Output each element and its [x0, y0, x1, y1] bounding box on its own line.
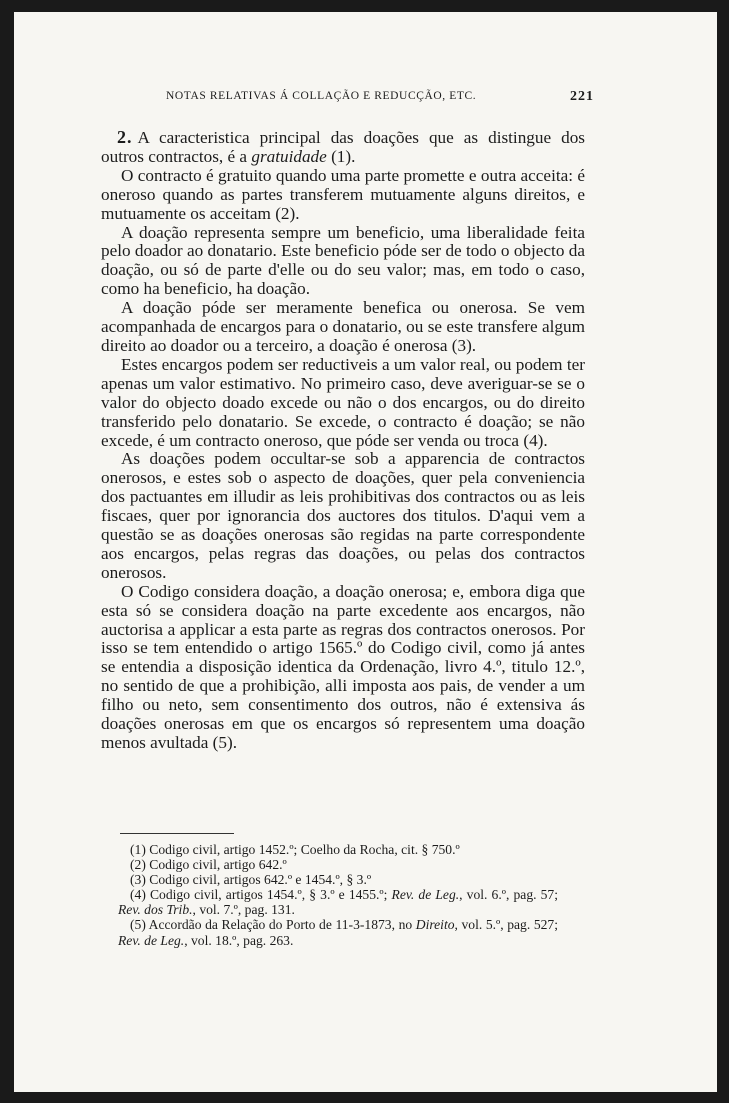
citation-title: Rev. de Leg. [118, 932, 185, 948]
section-number: 2. [117, 127, 133, 147]
footnote: (1) Codigo civil, artigo 1452.º; Coelho da Rocha, cit. § 750.º [130, 842, 460, 857]
paragraph-text: A caracteristica principal das doações que as distingue dos outros contractos, é a [101, 128, 585, 166]
footnote-text: (5) Accordão da Relação do Porto de 11-3-1873, no [130, 917, 416, 933]
footnote: (3) Codigo civil, artigos 642.º e 1454.º, § 3.º [130, 872, 372, 888]
header-title: NOTAS RELATIVAS Á COLLAÇÃO E REDUCÇÃO, ETC. [166, 90, 477, 102]
footnote-text: , vol. 18.º, pag. 263. [184, 932, 294, 948]
main-text [101, 128, 585, 753]
paragraph: Estes encargos podem ser reductiveis a um valor real, ou podem ter apenas um valor estimativo. No primeiro caso, deve averiguar-se se o valor do objecto doado excede ou não o dos encargos, ou do direito transferido pelo donatario. Se excede, o contracto é doação; se não excede, é um contracto oneroso, que póde ser venda ou troca (4). [101, 354, 585, 450]
paragraph-tail: (1). [326, 146, 356, 166]
paragraph: As doações podem occultar-se sob a apparencia de contractos onerosos, e estes sob o aspecto de doações, quer pela conveniencia dos pactuantes em illudir as leis prohibitivas dos contractos ou as leis fiscaes, quer por ignorancia dos auctores dos titulos. D'aqui vem a questão se as doações onerosas são regidas na parte correspondente aos encargos, pelas regras das doações, ou pelas dos contractos onerosos. [101, 449, 585, 582]
citation-title: Direito [415, 917, 455, 933]
footnote-text: (4) Codigo civil, artigos 1454.º, § 3.º e 1455.º; [130, 887, 392, 903]
paragraph: O contracto é gratuito quando uma parte promette e outra acceita: é oneroso quando as partes transferem mutuamente alguns direitos, e mutuamente os acceitam (2). [101, 165, 585, 223]
footnote-text: , vol. 5.º, pag. 527; [454, 917, 558, 933]
paragraph [101, 128, 585, 167]
footnotes [118, 842, 558, 948]
paragraph: A doação representa sempre um beneficio, uma liberalidade feita pelo doador ao donatario. Este beneficio póde ser de todo o objecto da doação, ou só de parte d'elle ou do seu valor; mas, em todo o caso, como ha beneficio, ha doação. [101, 222, 585, 299]
page-number: 221 [570, 89, 594, 104]
footnote: (2) Codigo civil, artigo 642.º [130, 857, 287, 873]
citation-title: Rev. dos Trib. [118, 902, 193, 918]
footnote [118, 917, 558, 947]
emphasis-text: gratuidade [251, 146, 327, 166]
book-page [14, 12, 717, 1092]
paragraph: A doação póde ser meramente benefica ou onerosa. Se vem acompanhada de encargos para o donatario, ou se este transfere algum direito ao doador ou a terceiro, a doação é onerosa (3). [101, 298, 585, 355]
running-header [166, 90, 594, 102]
citation-title: Rev. de Leg. [391, 887, 460, 903]
footnote [118, 887, 558, 917]
footnote-text: , vol. 7.º, pag. 131. [192, 902, 295, 918]
footnote-text: , vol. 6.º, pag. 57; [459, 887, 559, 903]
paragraph: O Codigo considera doação, a doação onerosa; e, embora diga que esta só se considera doação na parte excedente aos encargos, não auctorisa a applicar a esta parte as regras dos contractos onerosos. Por isso se tem entendido o artigo 1565.º do Codigo civil, como já antes se entendia a disposição identica da Ordenação, livro 4.º, titulo 12.º, no sentido de que a prohibição, alli imposta aos pais, de vender a um filho ou neto, sem consentimento dos outros, não é extensiva ás doações onerosas em que os encargos só representem uma doação menos avultada (5). [101, 581, 585, 752]
footnote-separator [120, 833, 234, 834]
